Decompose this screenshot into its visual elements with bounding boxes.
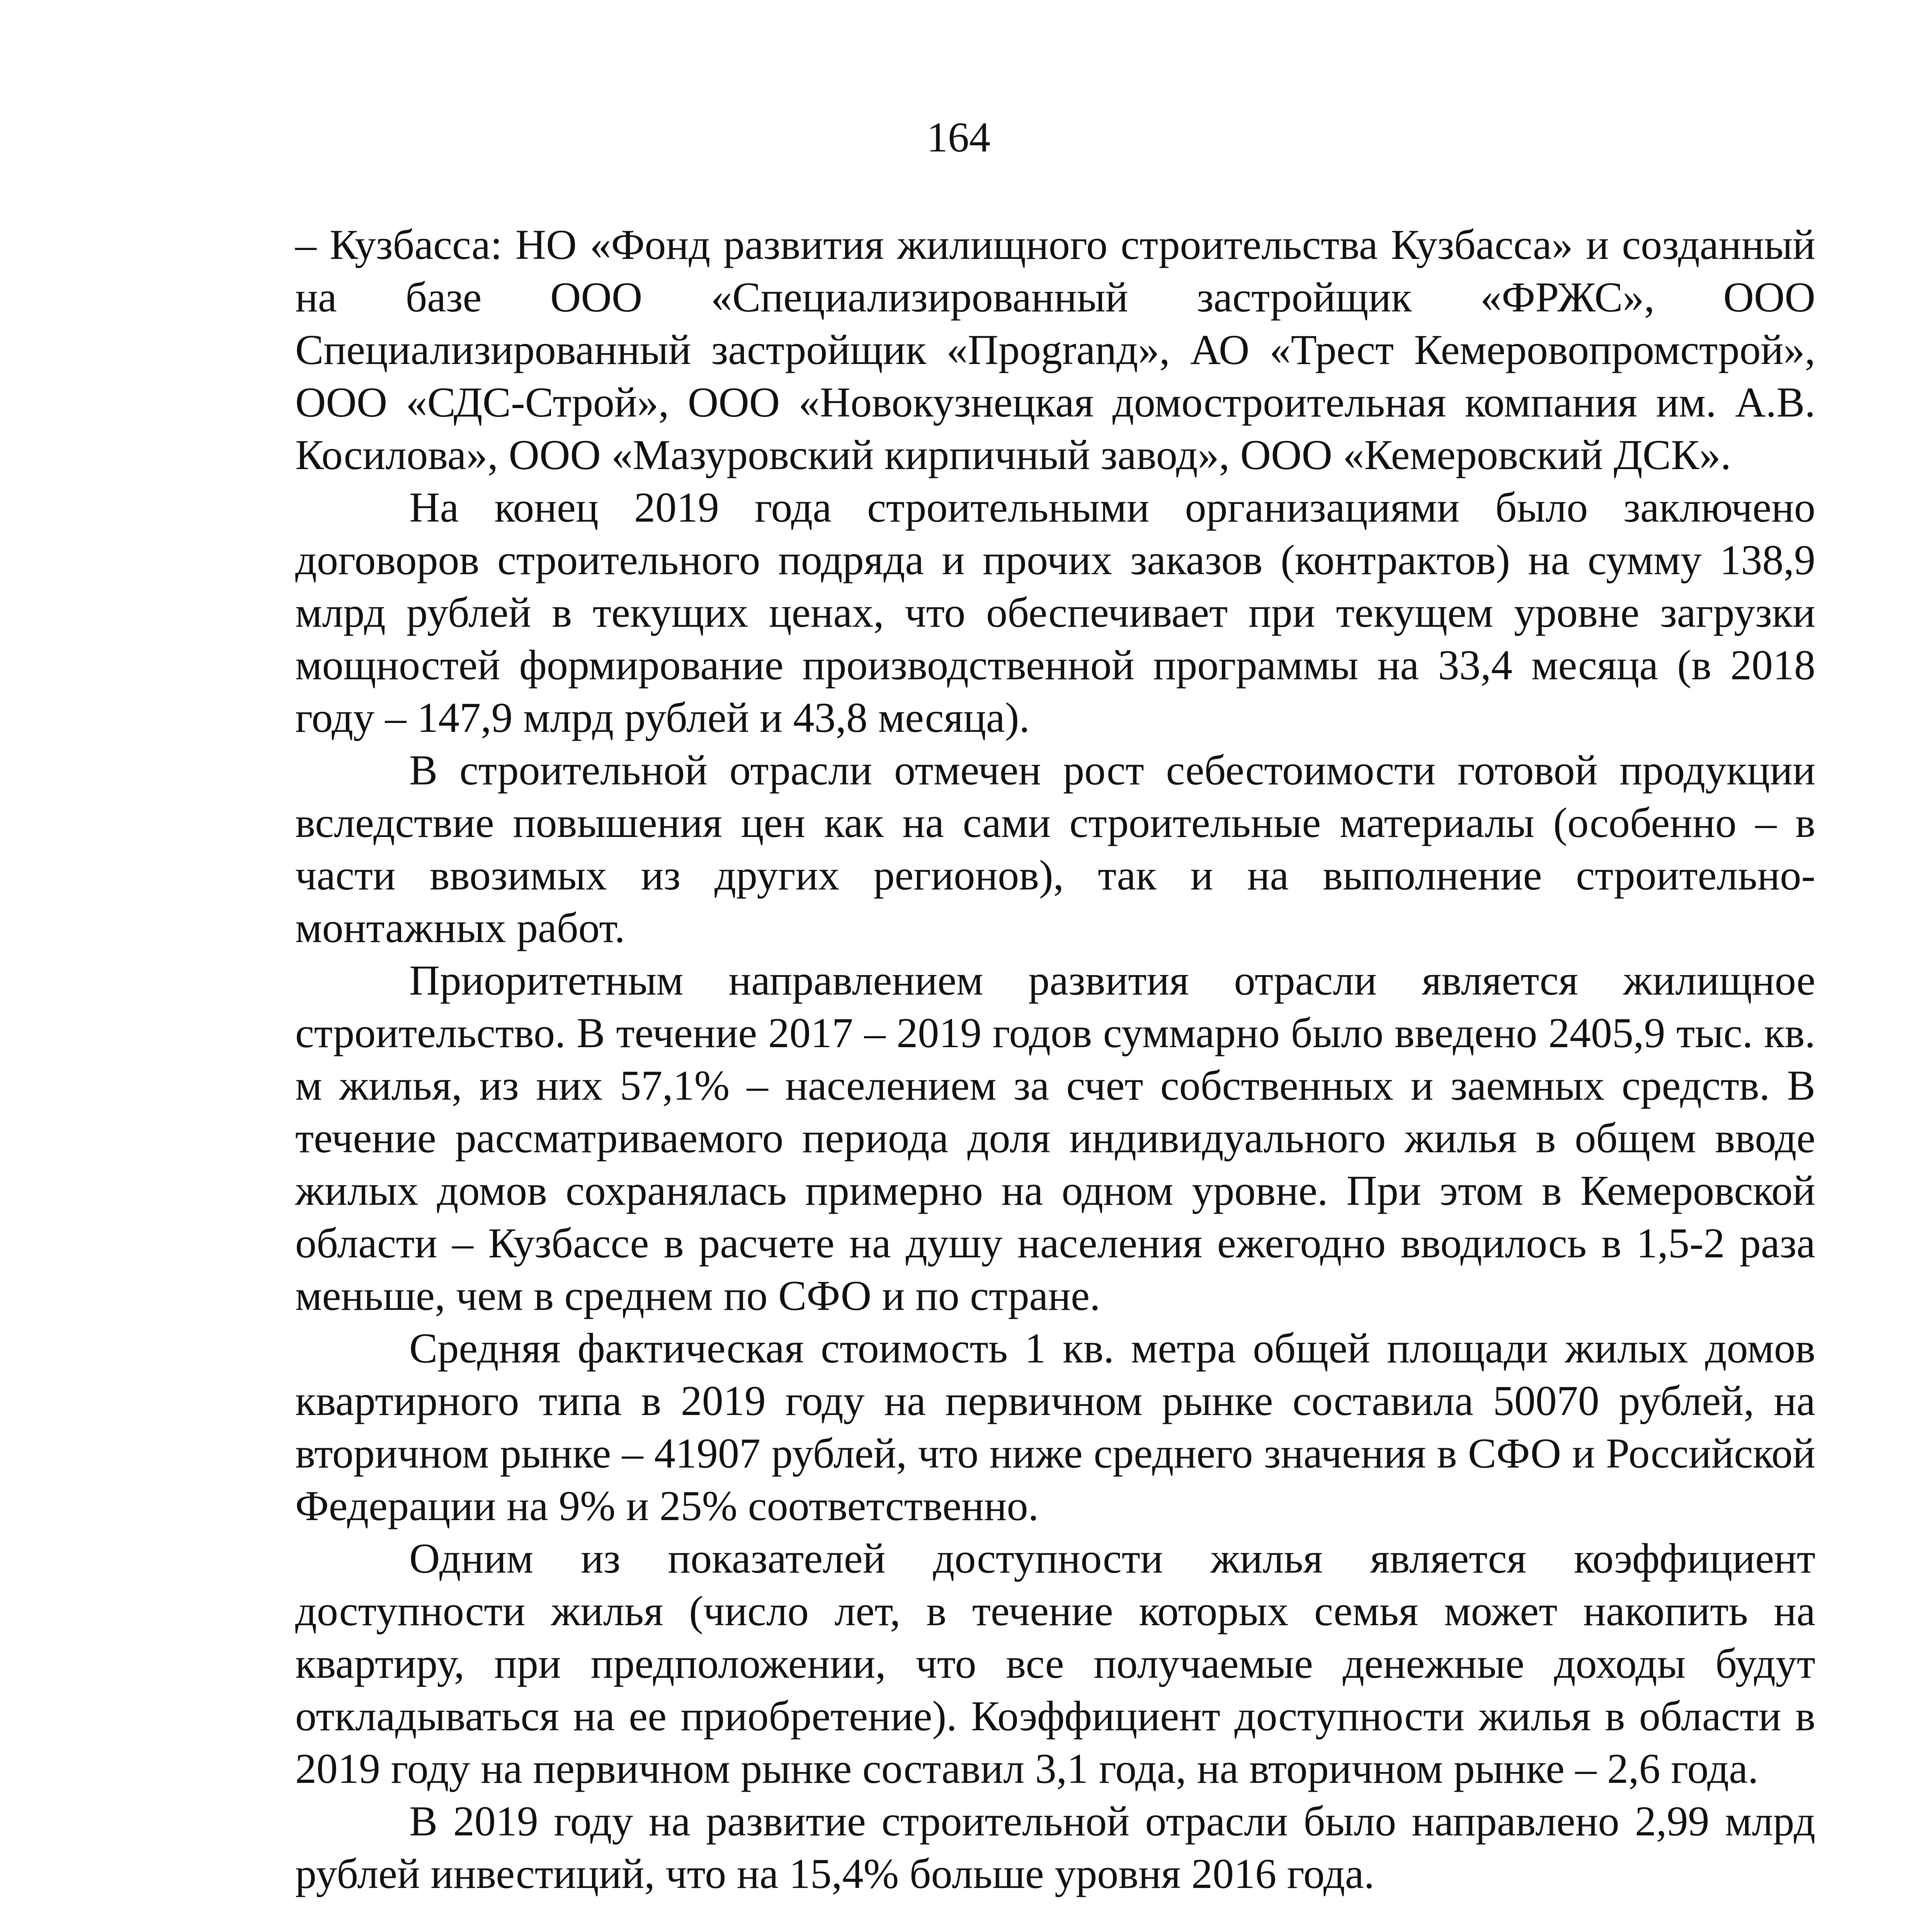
- paragraph: В строительной отрасли отмечен рост себестоимости готовой продукции вследствие повышения цен как на сами строительные материалы (особенно – в части ввозимых из других регионов), так и на выполнение строительно-монтажных работ.: [295, 747, 1815, 951]
- body-text-before-heading: [295, 218, 1815, 1900]
- paragraph: Средняя фактическая стоимость 1 кв. метра общей площади жилых домов квартирного типа в 2019 году на первичном рынке составила 50070 рублей, на вторичном рынке – 41907 рублей, что ниже среднего значения в СФО и Российской Федерации на 9% и 25% соответственно.: [295, 1325, 1815, 1529]
- paragraph: Одним из показателей доступности жилья является коэффициент доступности жилья (число лет, в течение которых семья может накопить на квартиру, при предположении, что все получаемые денежные доходы будут откладываться на ее приобретение). Коэффициент доступности жилья в области в 2019 году на первичном рынке составил 3,1 года, на вторичном рынке – 2,6 года.: [295, 1535, 1815, 1792]
- paragraph: В 2019 году на развитие строительной отрасли было направлено 2,99 млрд рублей инвестиций, что на 15,4% больше уровня 2016 года.: [295, 1798, 1815, 1897]
- paragraph: На конец 2019 года строительными организациями было заключено договоров строительного подряда и прочих заказов (контрактов) на сумму 138,9 млрд рублей в текущих ценах, что обеспечивает при текущем уровне загрузки мощностей формирование производственной программы на 33,4 месяца (в 2018 году – 147,9 млрд рублей и 43,8 месяца).: [295, 484, 1815, 741]
- paragraph: Приоритетным направлением развития отрасли является жилищное строительство. В течение 2017 – 2019 годов суммарно было введено 2405,9 тыс. кв. м жилья, из них 57,1% – населением за счет собственных и заемных средств. В течение рассматриваемого периода доля индивидуального жилья в общем вводе жилых домов сохранялась примерно на одном уровне. При этом в Кемеровской области – Кузбассе в расчете на душу населения ежегодно вводилось в 1,5-2 раза меньше, чем в среднем по СФО и по стране.: [295, 957, 1815, 1319]
- page-number: 164: [927, 114, 990, 161]
- paragraph: – Кузбасса: НО «Фонд развития жилищного строительства Кузбасса» и созданный на базе ООО «Специализированный застройщик «ФРЖС», ООО Специализированный застройщик «Проgranд», АО «Трест Кемеровопромстрой», ООО «СДС-Строй», ООО «Новокузнецкая домостроительная компания им. А.В. Косилова», ООО «Мазуровский кирпичный завод», ООО «Кемеровский ДСК».: [295, 221, 1815, 478]
